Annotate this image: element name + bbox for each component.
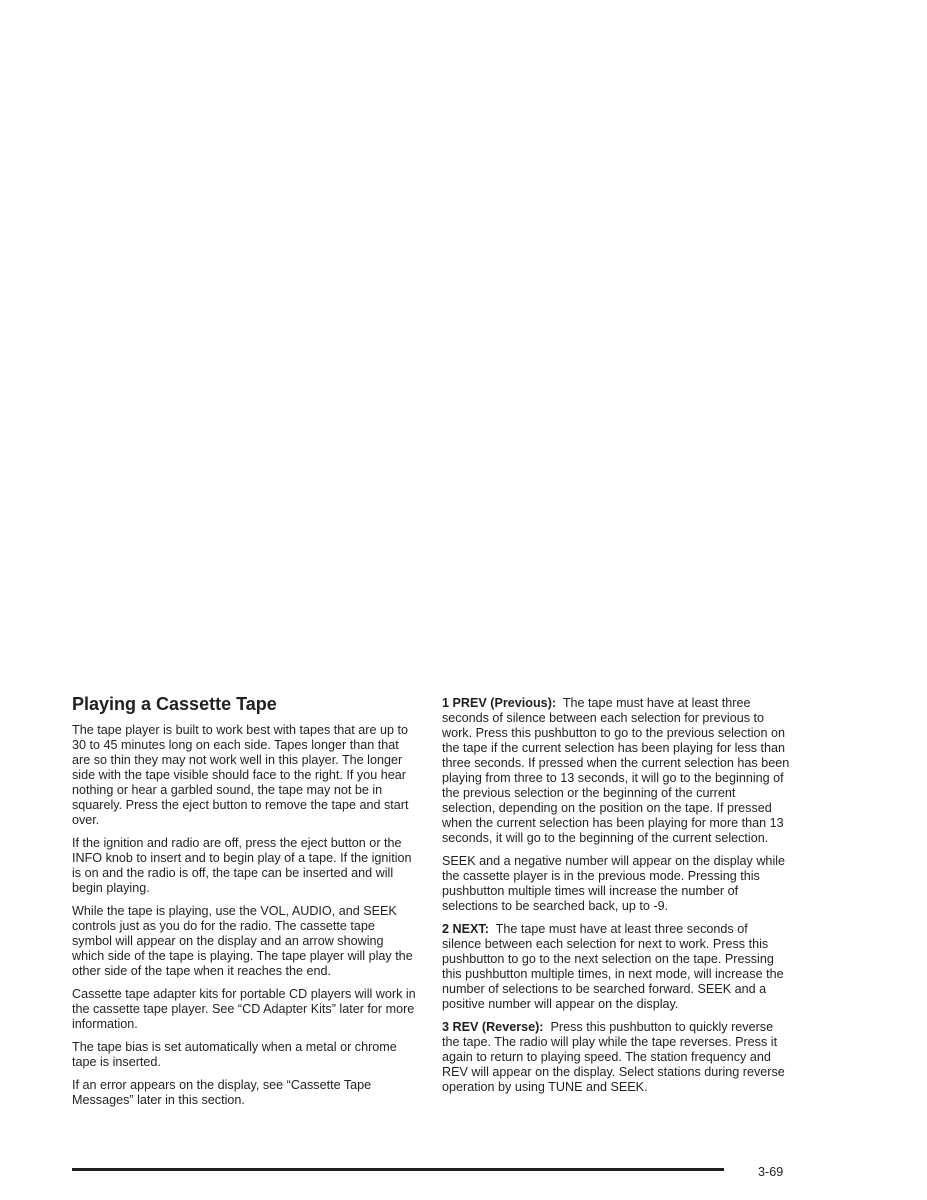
rev-text: Press this pushbutton to quickly reverse the tape. The radio will play while the tape reverses. Press it again to return to playing speed. The station frequency and REV will appear on the display. Select stations during reverse operation by using TUNE and SEEK. [442, 1020, 785, 1094]
paragraph-adapter-kits: Cassette tape adapter kits for portable CD players will work in the cassette tape player. See “CD Adapter Kits” later for more information. [72, 987, 416, 1031]
section-heading: Playing a Cassette Tape [72, 694, 277, 714]
paragraph-controls: While the tape is playing, use the VOL, AUDIO, and SEEK controls just as you do for the radio. The cassette tape symbol will appear on the display and an arrow showing which side of the tape is playing. The tape player will play the other side of the tape when it reaches the end. [72, 904, 413, 978]
footer-rule [72, 1168, 724, 1171]
prev-label: 1 PREV (Previous): [442, 696, 557, 710]
next-text: The tape must have at least three seconds of silence between each selection for next to work. Press this pushbutton to go to the next selection on the tape. Pressing this pushbutton multiple times, in next mode, will increase the number of selections to be searched forward. SEEK and a positive number will appear on the display. [442, 922, 784, 1011]
page-number: 3-69 [758, 1165, 784, 1179]
left-column [72, 694, 417, 1116]
prev-text: The tape must have at least three seconds of silence between each selection for previous to work. Press this pushbutton to go to the previous selection on the tape if the current selection has been playing for less than three seconds. If pressed when the current selection has been playing from three to 13 seconds, it will go to the beginning of the previous selection or the beginning of the current selection, depending on the position on the tape. If pressed when the current selection has been playing for more than 13 seconds, it will go to the beginning of the current selection. [442, 696, 790, 845]
next-description [442, 922, 790, 1012]
seek-note: SEEK and a negative number will appear on the display while the cassette player is in the previous mode. Pressing this pushbutton multiple times will increase the number of selections to be searched back, up to -9. [442, 854, 786, 913]
paragraph-insert-tape: If the ignition and radio are off, press the eject button or the INFO knob to insert and to begin play of a tape. If the ignition is on and the radio is off, the tape can be inserted and will begin playing. [72, 836, 412, 895]
next-label: 2 NEXT: [442, 922, 489, 936]
paragraph-tape-bias: The tape bias is set automatically when a metal or chrome tape is inserted. [72, 1040, 397, 1069]
paragraph-tape-length: The tape player is built to work best with tapes that are up to 30 to 45 minutes long on each side. Tapes longer than that are so thin they may not work well in this player. The longer side with the tape visible should face to the right. If you hear nothing or hear a garbled sound, the tape may not be in squarely. Press the eject button to remove the tape and start over. [72, 723, 409, 827]
right-column [442, 696, 790, 1103]
paragraph-error: If an error appears on the display, see “Cassette Tape Messages” later in this section. [72, 1078, 372, 1107]
prev-description [442, 696, 790, 846]
rev-description [442, 1020, 790, 1095]
rev-label: 3 REV (Reverse): [442, 1020, 544, 1034]
